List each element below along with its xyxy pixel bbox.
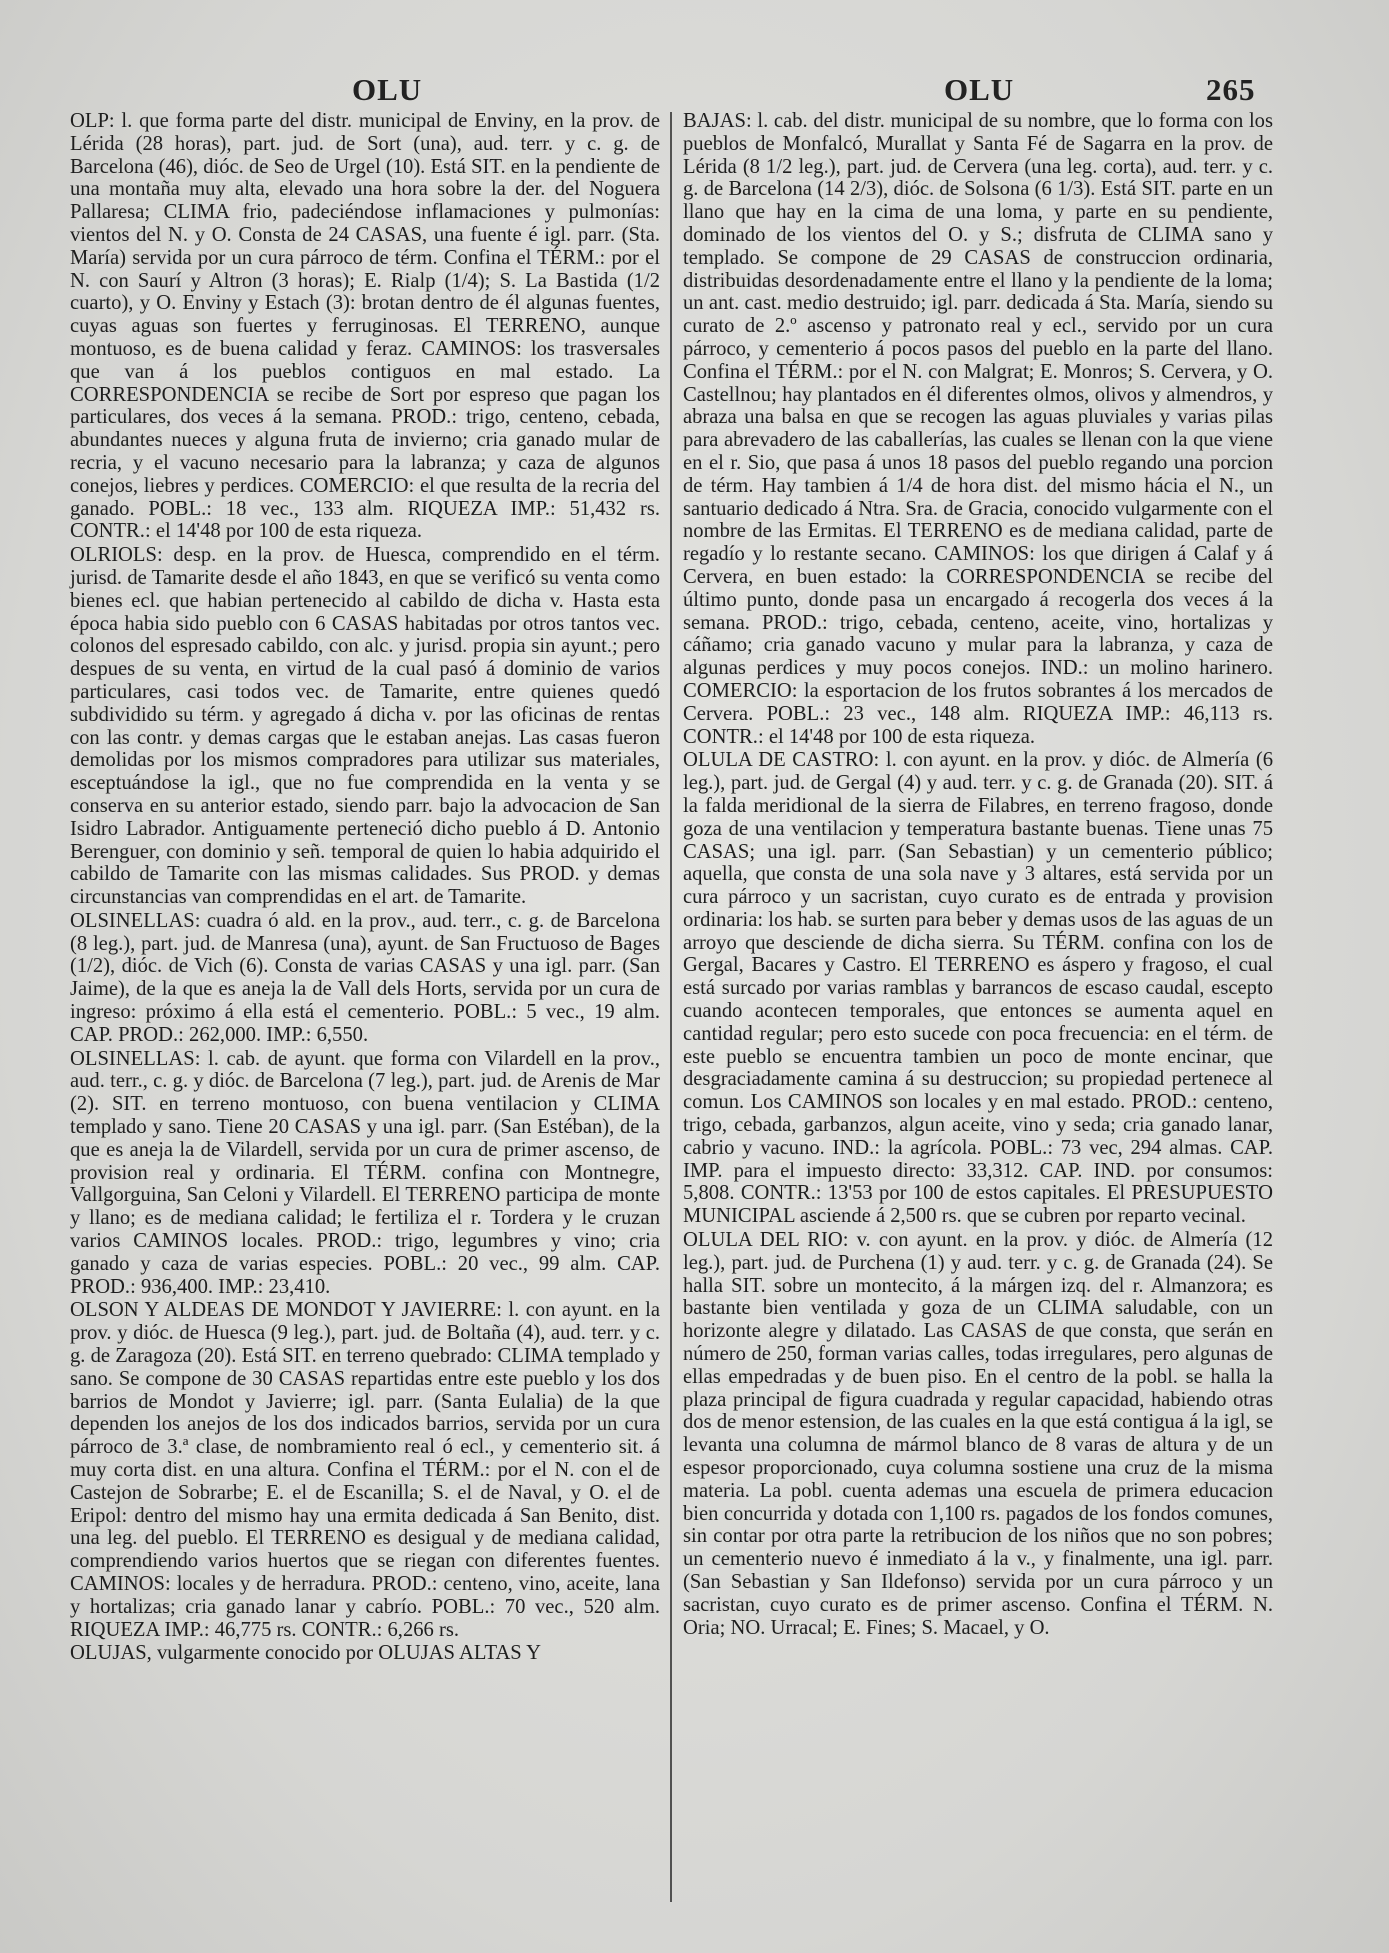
entry-olsinellas-lugar: OLSINELLAS: l. cab. de ayunt. que forma con Vilardell en la prov., aud. terr., c. g. y dióc. de Barcelona (7 leg.), part. jud. de Arenis de Mar (2). SIT. en terreno montuoso, con buena ventilacion y CLIMA templado y sano. Tiene 20 CASAS y una igl. parr. (San Estéban), de la que es aneja la de Vilardell, servida por un cura de primer ascenso, de provision real y ordinaria. El TÉRM. confina con Montnegre, Vallgorguina, San Celoni y Vilardell. El TERRENO participa de monte y llano; es de mediana calidad; le fertiliza el r. Tordera y le cruzan varios CAMINOS locales. PROD.: trigo, legumbres y vino; cria ganado y caza de varias especies. POBL.: 20 vec., 99 alm. CAP. PROD.: 936,400. IMP.: 23,410. <box>70 1047 660 1298</box>
entry-olujas-continued: BAJAS: l. cab. del distr. municipal de su nombre, que lo forma con los pueblos de Monfalcó, Murallat y Santa Fé de Sagarra en la prov. de Lérida (8 1/2 leg.), part. jud. de Cervera (una leg. corta), aud. terr. y c. g. de Barcelona (14 2/3), dióc. de Solsona (6 1/3). Está SIT. parte en un llano que hay en la cima de una loma, y parte en su pendiente, dominado de los vientos del O. y S.; disfruta de CLIMA sano y templado. Se compone de 29 CASAS de construccion ordinaria, distribuidas desordenadamente entre el llano y la pendiente de la loma; un ant. cast. medio destruido; igl. parr. dedicada á Sta. María, siendo su curato de 2.º ascenso y patronato real y ecl., servido por un cura párroco, y cementerio á pocos pasos del pueblo en la parte del llano. Confina el TÉRM.: por el N. con Malgrat; E. Monros; S. Cervera, y O. Castellnou; hay plantados en él diferentes olmos, olivos y almendros, y abraza una balsa en que se recogen las aguas pluviales y varias pilas para abrevadero de las caballerías, las cuales se llenan con la que viene en el r. Sio, que pasa á unos 18 pasos del pueblo regando una porcion de térm. Hay tambien á 1/4 de hora dist. del mismo hácia el N., un santuario dedicado á Ntra. Sra. de Gracia, conocido vulgarmente con el nombre de las Ermitas. El TERRENO es de mediana calidad, parte de regadío y lo restante secano. CAMINOS: los que dirigen á Calaf y á Cervera, en buen estado: la CORRESPONDENCIA se recibe del último punto, donde pasa un encargado á recogerla dos veces á la semana. PROD.: trigo, cebada, centeno, aceite, vino, hortalizas y cáñamo; cria ganado vacuno y mular para la labranza, y caza de algunas perdices y muy pocos conejos. IND.: un molino harinero. COMERCIO: la esportacion de los frutos sobrantes á los mercados de Cervera. POBL.: 23 vec., 148 alm. RIQUEZA IMP.: 46,113 rs. CONTR.: el 14'48 por 100 de esta riqueza. <box>683 110 1273 748</box>
right-column <box>683 110 1273 1639</box>
column-divider <box>670 112 672 1902</box>
entry-olula-del-rio: OLULA DEL RIO: v. con ayunt. en la prov. y dióc. de Almería (12 leg.), part. jud. de Purchena (1) y aud. terr. y c. g. de Granada (24). Se halla SIT. sobre un montecito, á la márgen izq. del r. Almanzora; es bastante bien ventilada y goza de un CLIMA saludable, con un horizonte alegre y dilatado. Las CASAS de que consta, que serán en número de 250, forman varias calles, todas irregulares, pero algunas de ellas empedradas y de buen piso. En el centro de la pobl. se halla la plaza principal de figura cuadrada y regular capacidad, habiendo otras dos de menor estension, de las cuales en la que está contigua á la igl, se levanta una columna de mármol blanco de 8 varas de altura y de un espesor proporcionado, cuya columna sostiene una cruz de la misma materia. La pobl. cuenta ademas una escuela de primera educacion bien concurrida y dotada con 1,100 rs. pagados de los fondos comunes, sin contar por otra parte la retribucion de los niños que no son pobres; un cementerio nuevo é inmediato á la v., y finalmente, una igl. parr. (San Sebastian y San Ildefonso) servida por un cura párroco y un sacristan, cuyo curato es de primer ascenso. Confina el TÉRM. N. Oria; NO. Urracal; E. Fines; S. Macael, y O. <box>683 1229 1273 1639</box>
entry-olriols: OLRIOLS: desp. en la prov. de Huesca, comprendido en el térm. jurisd. de Tamarite desde el año 1843, en que se verificó su venta como bienes ecl. que habian pertenecido al cabildo de dicha v. Hasta esta época habia sido pueblo con 6 CASAS habitadas por otros tantos vec. colonos del espresado cabildo, con alc. y jurisd. propia sin ayunt.; pero despues de su venta, en virtud de la cual pasó á dominio de varios particulares, casi todos vec. de Tamarite, entre quienes quedó subdividido su térm. y agregado á dicha v. por las oficinas de rentas con las contr. y demas cargas que le estaban anejas. Las casas fueron demolidas por los mismos compradores para utilizar sus materiales, esceptuándose la igl., que no fue comprendida en la venta y se conserva en su anterior estado, siendo parr. bajo la advocacion de San Isidro Labrador. Antiguamente perteneció dicho pueblo á D. Antonio Berenguer, con dominio y señ. temporal de quien lo habia adquirido el cabildo de Tamarite con las mismas calidades. Sus PROD. y demas circunstancias van comprendidas en el art. de Tamarite. <box>70 544 660 909</box>
running-header-left: OLU <box>352 72 423 107</box>
entry-olp: OLP: l. que forma parte del distr. municipal de Enviny, en la prov. de Lérida (28 horas), part. jud. de Sort (una), aud. terr. y c. g. de Barcelona (46), dióc. de Seo de Urgel (10). Está SIT. en la pendiente de una montaña muy alta, elevado una hora sobre la der. del Noguera Pallaresa; CLIMA frio, padeciéndose inflamaciones y pulmonías: vientos del N. y O. Consta de 24 CASAS, una fuente é igl. parr. (Sta. María) servida por un cura párroco de térm. Confina el TÉRM.: por el N. con Saurí y Altron (3 horas); E. Rialp (1/4); S. La Bastida (1/2 cuarto), y O. Enviny y Estach (3): brotan dentro de él algunas fuentes, cuyas aguas son fuertes y ferruginosas. El TERRENO, aunque montuoso, es de buena calidad y feraz. CAMINOS: los trasversales que van á los pueblos contiguos en mal estado. La CORRESPONDENCIA se recibe de Sort por espreso que pagan los particulares, dos veces á la semana. PROD.: trigo, centeno, cebada, abundantes nueces y alguna fruta de invierno; cria ganado mular de recria, y el vacuno necesario para la labranza; y caza de algunos conejos, liebres y perdices. COMERCIO: el que resulta de la recria del ganado. POBL.: 18 vec., 133 alm. RIQUEZA IMP.: 51,432 rs. CONTR.: el 14'48 por 100 de esta riqueza. <box>70 110 660 543</box>
page-number: 265 <box>1206 72 1256 107</box>
left-column <box>70 110 660 1665</box>
running-header-right: OLU <box>944 72 1015 107</box>
entry-olula-de-castro: OLULA DE CASTRO: l. con ayunt. en la prov. y dióc. de Almería (6 leg.), part. jud. de Gergal (4) y aud. terr. y c. g. de Granada (20). SIT. á la falda meridional de la sierra de Filabres, en terreno fragoso, donde goza de una ventilacion y temperatura bastante buenas. Tiene unas 75 CASAS; una igl. parr. (San Sebastian) y un cementerio público; aquella, que consta de una sola nave y 3 altares, está servida por un cura párroco y un sacristan, cuyo curato es de entrada y provision ordinaria: los hab. se surten para beber y demas usos de las aguas de un arroyo que desciende de dicha sierra. Su TÉRM. confina con los de Gergal, Bacares y Castro. El TERRENO es áspero y fragoso, el cual está surcado por varias ramblas y barrancos de escaso caudal, escepto cuando acontecen temporales, que entonces se aumenta aquel en cantidad regular; pero esto sucede con poca frecuencia: en el térm. de este pueblo se encuentra tambien un poco de monte encinar, que desgraciadamente camina á su destruccion; su propiedad pertenece al comun. Los CAMINOS son locales y en mal estado. PROD.: centeno, trigo, cebada, garbanzos, algun aceite, vino y seda; cria ganado lanar, cabrio y vacuno. IND.: la agrícola. POBL.: 73 vec, 294 almas. CAP. IMP. para el impuesto directo: 33,312. CAP. IND. por consumos: 5,808. CONTR.: 13'53 por 100 de estos capitales. El PRESUPUESTO MUNICIPAL asciende á 2,500 rs. que se cubren por reparto vecinal. <box>683 749 1273 1228</box>
entry-olson: OLSON Y ALDEAS DE MONDOT Y JAVIERRE: l. con ayunt. en la prov. y dióc. de Huesca (9 leg.), part. jud. de Boltaña (4), aud. terr. y c. g. de Zaragoza (20). Está SIT. en terreno quebrado: CLIMA templado y sano. Se compone de 30 CASAS repartidas entre este pueblo y los dos barrios de Mondot y Javierre; igl. parr. (Santa Eulalia) de la que dependen los anejos de los dos indicados barrios, servida por un cura párroco de 3.ª clase, de nombramiento real ó ecl., y cementerio sit. á muy corta dist. en una altura. Confina el TÉRM.: por el N. con el de Castejon de Sobrarbe; E. el de Escanilla; S. el de Naval, y O. el de Eripol: dentro del mismo hay una ermita dedicada á San Benito, dist. una leg. del pueblo. El TERRENO es desigual y de mediana calidad, comprendiendo varios huertos que se riegan con diferentes fuentes. CAMINOS: locales y de herradura. PROD.: centeno, vino, aceite, lana y hortalizas; cria ganado lanar y cabrío. POBL.: 70 vec., 520 alm. RIQUEZA IMP.: 46,775 rs. CONTR.: 6,266 rs. <box>70 1299 660 1641</box>
entry-olujas-start: OLUJAS, vulgarmente conocido por OLUJAS ALTAS Y <box>70 1642 542 1665</box>
entry-olsinellas-cuadra: OLSINELLAS: cuadra ó ald. en la prov., aud. terr., c. g. de Barcelona (8 leg.), part. jud. de Manresa (una), ayunt. de San Fructuoso de Bages (1/2), dióc. de Vich (6). Consta de varias CASAS y una igl. parr. (San Jaime), de la que es aneja la de Vall dels Horts, servida por un cura de ingreso: próximo á ella está el cementerio. POBL.: 5 vec., 19 alm. CAP. PROD.: 262,000. IMP.: 6,550. <box>70 909 660 1046</box>
